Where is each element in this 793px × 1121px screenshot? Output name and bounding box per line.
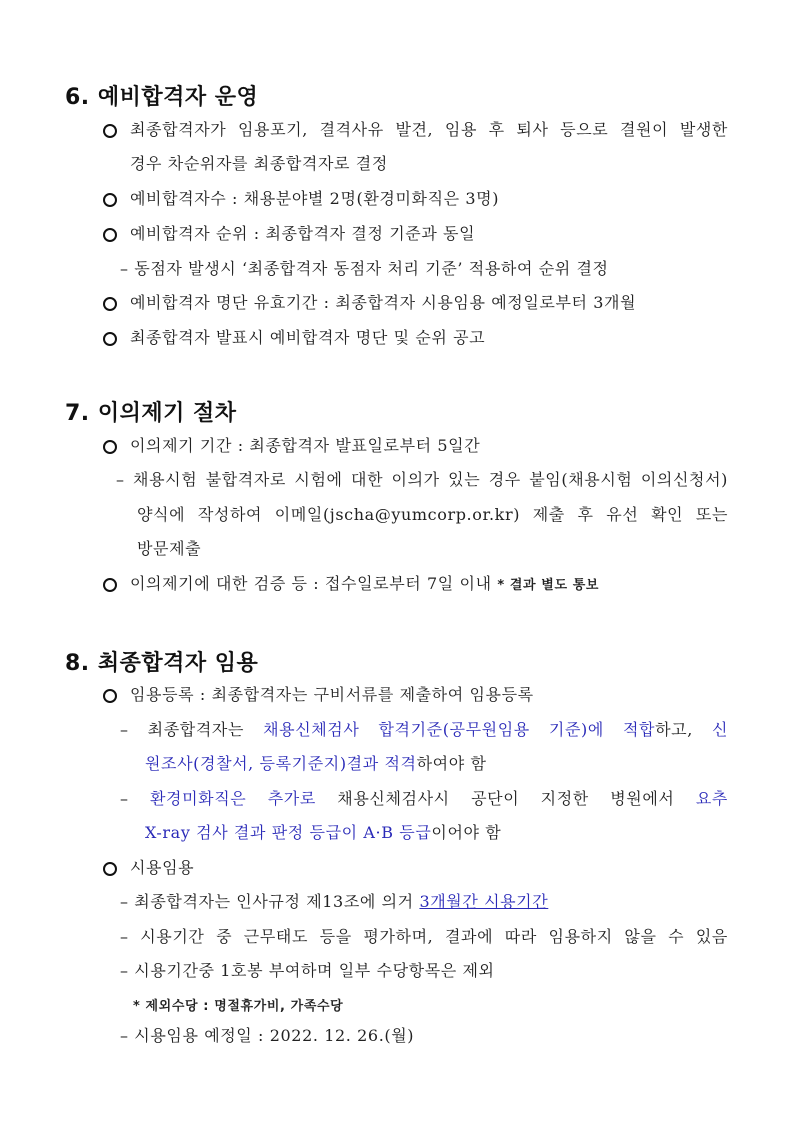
bullet-circle-icon <box>103 440 117 454</box>
s8-dash-4: – 시용기간 중 근무태도 등을 평가하며, 결과에 따라 임용하지 않을 수 있음 <box>120 927 728 946</box>
bullet-circle-icon <box>103 578 117 592</box>
s6-bullet-4: 예비합격자 명단 유효기간 : 최종합격자 시용임용 예정일로부터 3개월 <box>130 293 637 312</box>
s7-bullet-1: 이의제기 기간 : 최종합격자 발표일로부터 5일간 <box>130 436 481 455</box>
s8-dash-3: – 최종합격자는 인사규정 제13조에 의거 3개월간 시용기간 <box>120 892 549 911</box>
s8-bullet-1: 임용등록 : 최종합격자는 구비서류를 제출하여 임용등록 <box>130 685 534 704</box>
section-8-heading: 8. 최종합격자 임용 <box>65 651 259 676</box>
s6-dash-1: – 동점자 발생시 ‘최종합격자 동점자 처리 기준’ 적용하여 순위 결정 <box>120 259 609 278</box>
section-6-heading: 6. 예비합격자 운영 <box>65 85 259 110</box>
s8-dash-5: – 시용기간중 1호봉 부여하며 일부 수당항목은 제외 <box>120 961 495 980</box>
s8-note: * 제외수당 : 명절휴가비, 가족수당 <box>133 999 344 1014</box>
probation-period-link: 3개월간 시용기간 <box>419 892 549 911</box>
section-7-heading: 7. 이의제기 절차 <box>65 401 237 426</box>
s6-bullet-5: 최종합격자 발표시 예비합격자 명단 및 순위 공고 <box>130 328 486 347</box>
s7-dash-1-cont: 양식에 작성하여 이메일(jscha@yumcorp.or.kr) 제출 후 유선 확인 또는 <box>137 505 728 524</box>
s6-bullet-1-cont: 경우 차순위자를 최종합격자로 결정 <box>130 154 388 173</box>
s8-dash-1: – 최종합격자는 채용신체검사 합격기준(공무원임용 기준)에 적합하고, 신 <box>120 720 729 739</box>
bullet-circle-icon <box>103 689 117 703</box>
s7-dash-1-cont2: 방문제출 <box>137 539 202 558</box>
s6-bullet-2: 예비합격자수 : 채용분야별 2명(환경미화직은 3명) <box>130 189 500 208</box>
s6-bullet-1: 최종합격자가 임용포기, 결격사유 발견, 임용 후 퇴사 등으로 결원이 발생한 <box>130 120 728 139</box>
bullet-circle-icon <box>103 124 117 138</box>
s8-dash-1-cont: 원조사(경찰서, 등록기준지)결과 적격하여야 함 <box>145 754 487 773</box>
s8-dash-2: – 환경미화직은 추가로 채용신체검사시 공단이 지정한 병원에서 요추 <box>120 789 728 808</box>
bullet-circle-icon <box>103 297 117 311</box>
s7-note: * 결과 별도 통보 <box>497 578 600 593</box>
bullet-circle-icon <box>103 332 117 346</box>
bullet-circle-icon <box>103 228 117 242</box>
s7-dash-1: – 채용시험 불합격자로 시험에 대한 이의가 있는 경우 붙임(채용시험 이의신청서) <box>116 470 728 489</box>
s8-dash-6: – 시용임용 예정일 : 2022. 12. 26.(월) <box>120 1026 415 1045</box>
bullet-circle-icon <box>103 862 117 876</box>
s8-dash-2-cont: X-ray 검사 결과 판정 등급이 A·B 등급이어야 함 <box>145 823 502 842</box>
s6-bullet-3: 예비합격자 순위 : 최종합격자 결정 기준과 동일 <box>130 224 476 243</box>
s8-bullet-2: 시용임용 <box>130 858 195 877</box>
bullet-circle-icon <box>103 193 117 207</box>
s7-bullet-2: 이의제기에 대한 검증 등 : 접수일로부터 7일 이내 * 결과 별도 통보 <box>130 574 600 593</box>
